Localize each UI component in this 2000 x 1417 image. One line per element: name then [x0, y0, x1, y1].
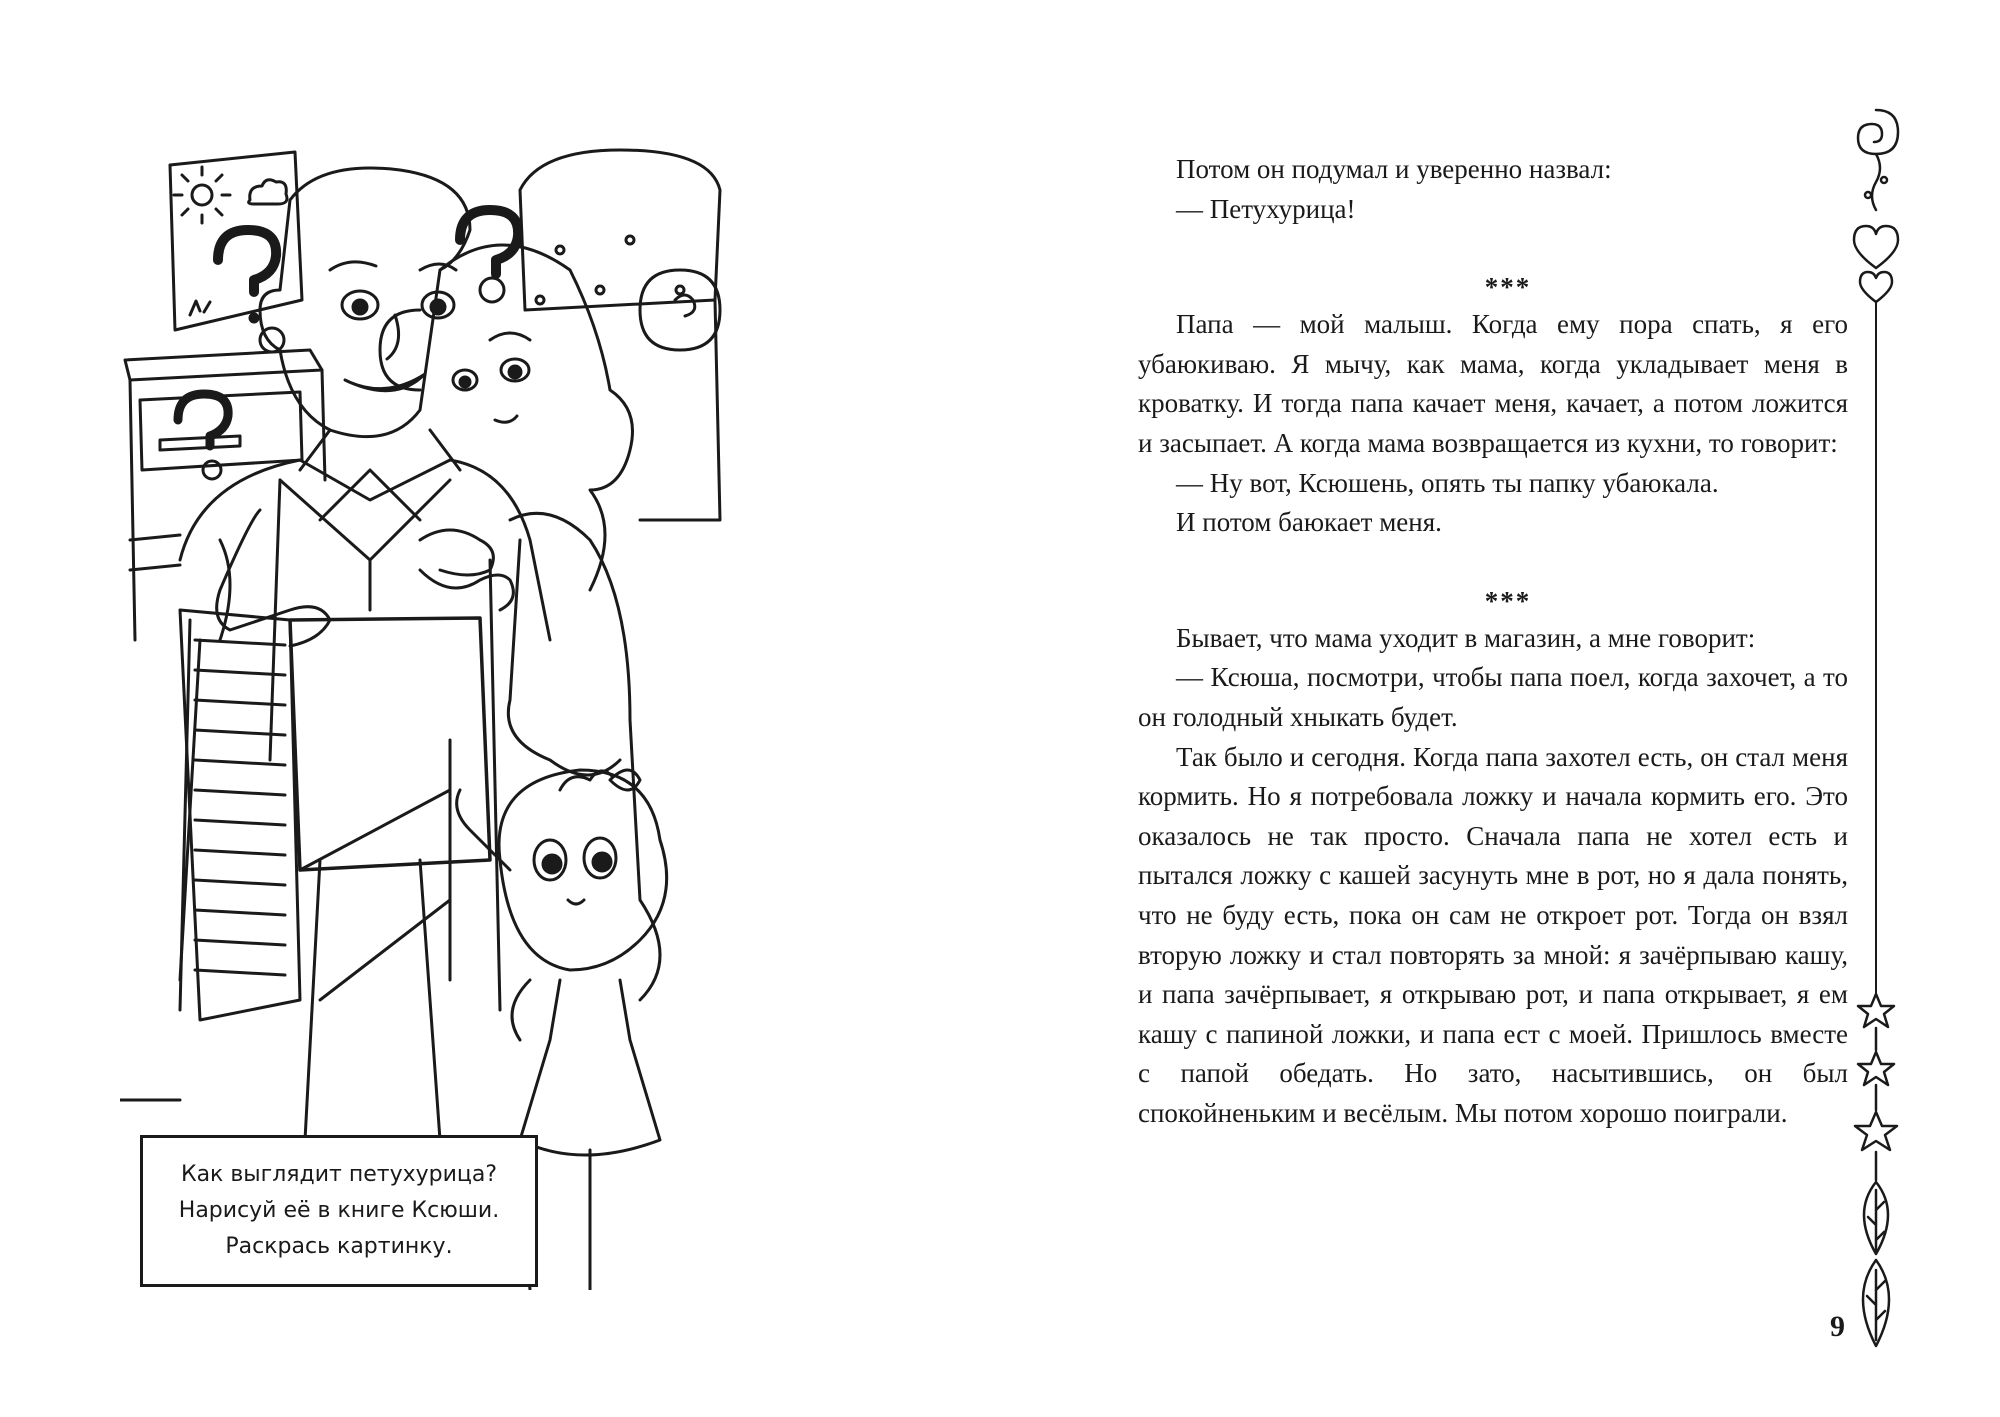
- leaf-icon: [1863, 1260, 1889, 1346]
- section-separator: ***: [1484, 585, 1532, 616]
- star-icon: [1855, 1112, 1897, 1150]
- open-book: [180, 610, 490, 1020]
- wall-picture: [170, 152, 302, 330]
- story-paragraph: — Ну вот, Ксюшень, опять ты папку убаюкала.: [1176, 467, 1719, 498]
- mom-figure: [420, 245, 660, 1000]
- leaf-icon: [1864, 1182, 1888, 1254]
- story-paragraph: Папа — мой малыш. Когда ему пора спать, я его убаюкиваю. Я мычу, как мама, когда укладывает меня в кроватку. И тогда папа качает меня, качает, а потом ложится и засыпает. А когда мама возвращается из кухни, то говорит:: [1138, 309, 1848, 458]
- instruction-caption-box: [140, 1135, 538, 1287]
- caption-line-3: Раскрась картинку.: [225, 1234, 453, 1259]
- story-paragraph: Потом он подумал и уверенно назвал:: [1176, 154, 1612, 184]
- caption-line-1: Как выглядит петухурица?: [180, 1162, 498, 1187]
- story-paragraph: И потом баюкает меня.: [1176, 507, 1442, 538]
- star-icon: [1858, 994, 1894, 1027]
- heart-icon: [1860, 272, 1892, 302]
- story-text: [1138, 150, 1848, 1133]
- section-separator: ***: [1484, 272, 1532, 303]
- coloring-illustration: [120, 140, 960, 1290]
- story-paragraph: — Петухурица!: [1176, 193, 1356, 224]
- story-paragraph: Бывает, что мама уходит в магазин, а мне говорит:: [1176, 622, 1756, 653]
- star-icon: [1858, 1052, 1894, 1085]
- dad-figure: [180, 168, 550, 1140]
- story-paragraph: — Ксюша, посмотри, чтобы папа поел, когда захочет, а то он голодный хныкать будет.: [1138, 662, 1848, 732]
- border-ornament: [1848, 100, 1904, 1390]
- story-paragraph: Так было и сегодня. Когда папа захотел есть, он стал меня кормить. Но я потребовала ложку и начала кормить его. Это оказалось не так просто. Сначала папа не хотел есть и пытался ложку с кашей засунуть мне в рот, но я дала понять, что не буду есть, пока он сам не откроет рот. Тогда он взял вторую ложку и стал повторять за мной: я зачёрпываю кашу, и папа зачёрпывает, я открываю рот, и папа открывает, я ем кашу с папиной ложки, и папа ест с моей. Пришлось вместе с папой обедать. Но зато, насытившись, он был спокойненьким и весёлым. Мы потом хорошо поиграли.: [1138, 741, 1848, 1128]
- heart-icon: [1854, 226, 1898, 268]
- swirl-icon: [1858, 110, 1898, 210]
- page-number: 9: [1830, 1310, 1845, 1343]
- caption-line-2: Нарисуй её в книге Ксюши.: [178, 1198, 500, 1223]
